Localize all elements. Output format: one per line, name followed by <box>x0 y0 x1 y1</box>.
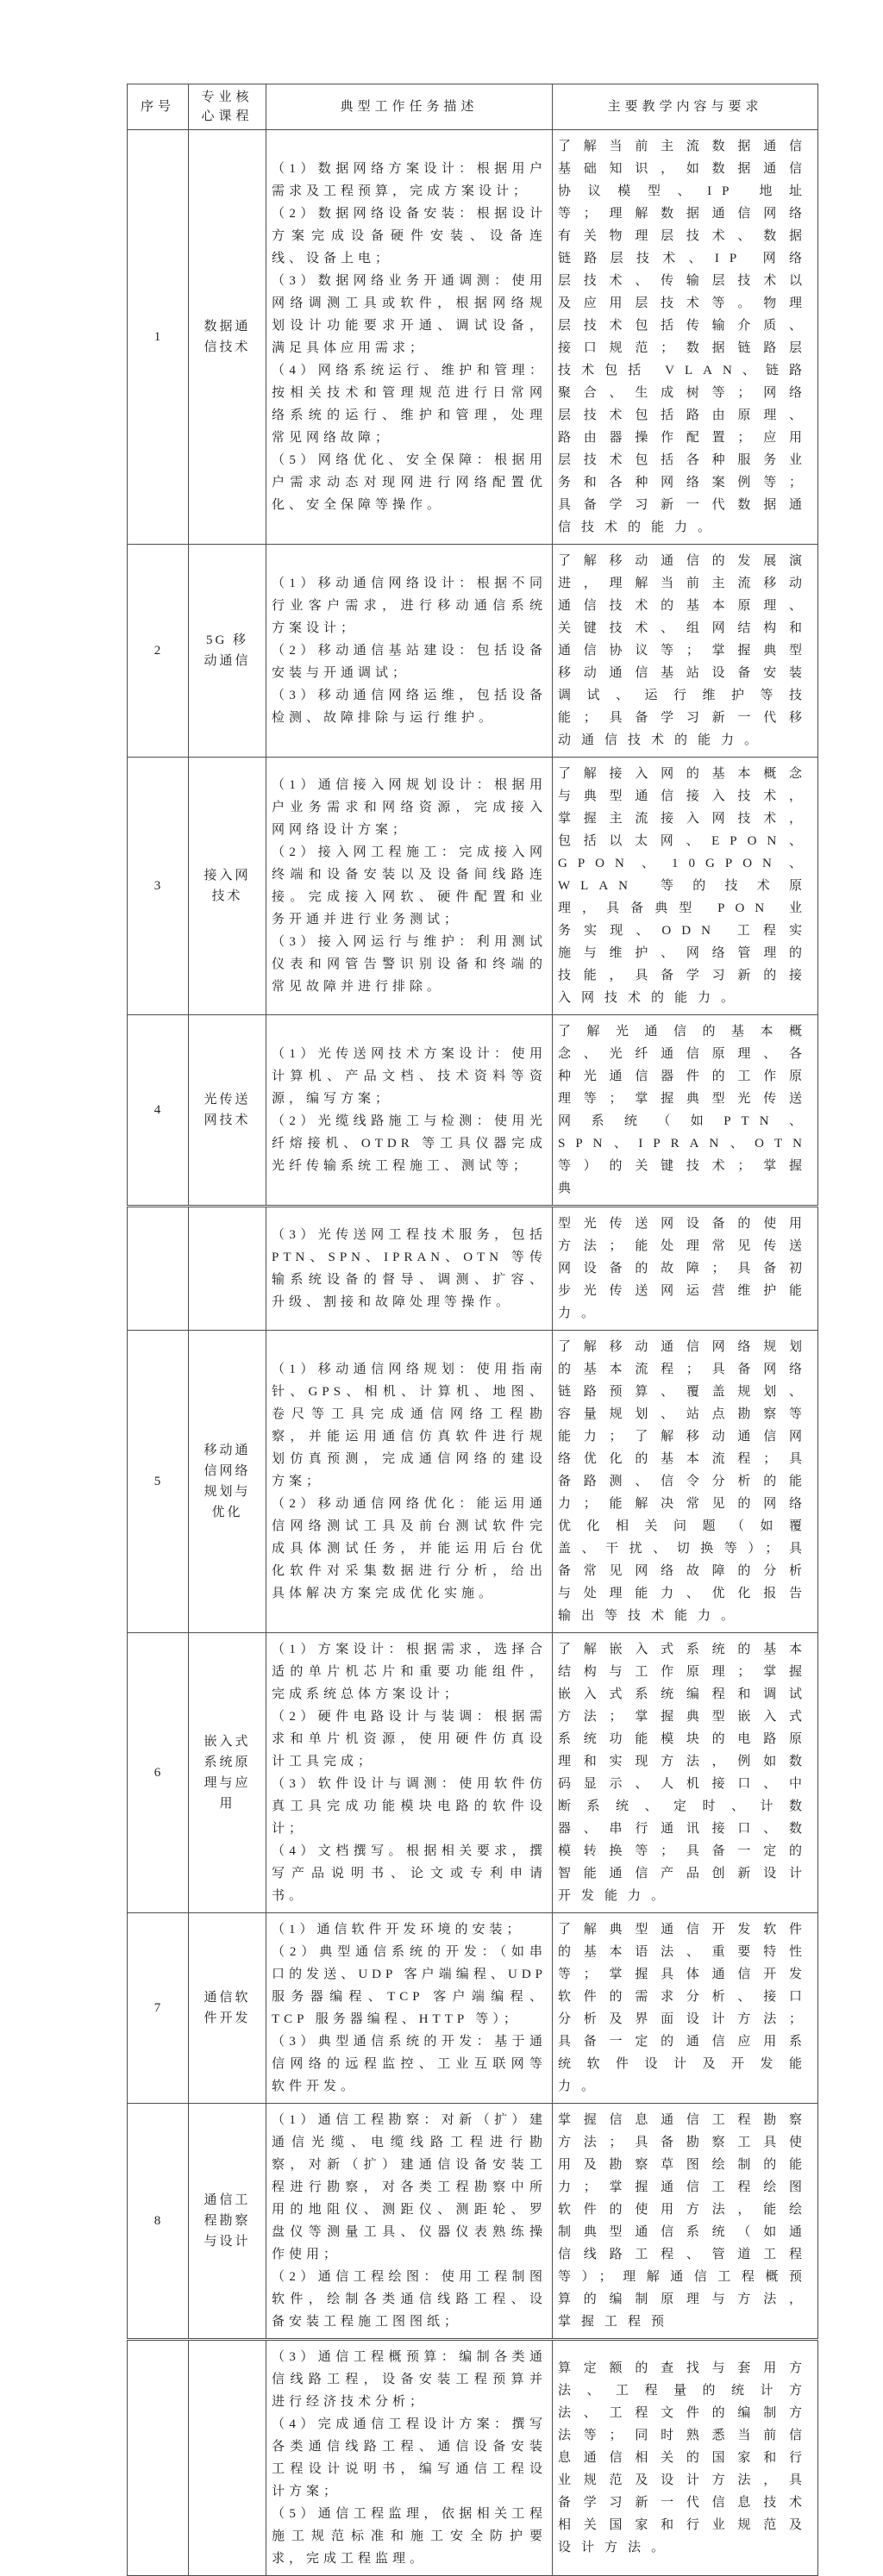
teaching-content: 了解接入网的基本概念与典型通信接入技术，掌握主流接入网技术，包括以太网、EPON、GPON、10GPON、WLAN 等的技术原理，具备典型 PON 业务实现、ODN 工程实施与维护、网络管理的技能，具备学习新的接入网技术的能力。 <box>553 758 818 1015</box>
course-name: 接入网技术 <box>189 758 266 1015</box>
row-number <box>128 1207 189 1331</box>
course-name <box>189 2340 266 2576</box>
teaching-content: 了解光通信的基本概念、光纤通信原理、各种光通信器件的工作原理等；掌握典型光传送网系统（如PTN、SPN、IPRAN、OTN等）的关键技术；掌握典 <box>553 1015 818 1207</box>
course-name: 光传送网技术 <box>189 1015 266 1207</box>
teaching-content: 掌握信息通信工程勘察方法；具备勘察工具使用及勘察草图绘制的能力；掌握通信工程绘图软件的使用方法，能绘制典型通信系统（如通信线路工程、管道工程等）；理解通信工程概预算的编制原理与方法，掌握工程预 <box>553 2104 818 2340</box>
row-number: 1 <box>128 130 189 545</box>
header-core-course: 专业核心课程 <box>189 84 266 130</box>
header-teaching-content: 主要教学内容与要求 <box>553 84 818 130</box>
table-row <box>128 758 818 1015</box>
row-number: 6 <box>128 1633 189 1913</box>
row-number: 8 <box>128 2104 189 2340</box>
table-row-continuation <box>128 2340 818 2576</box>
table-row <box>128 2104 818 2340</box>
task-description: （1）移动通信网络规划：使用指南针、GPS、相机、计算机、地图、卷尺等工具完成通信网络工程勘察，并能运用通信仿真软件进行规划仿真预测，完成通信网络的建设方案； （2）移动通信网络优化：能运用通信网络测试工具及前台测试软件完成具体测试任务，并能运用后台优化软件对采集数据进行分析，给出具体解决方案完成优化实施。 <box>266 1331 553 1633</box>
row-number: 5 <box>128 1331 189 1633</box>
table-row <box>128 1015 818 1207</box>
teaching-content: 了解移动通信网络规划的基本流程；具备网络链路预算、覆盖规划、容量规划、站点勘察等能力；了解移动通信网络优化的基本流程；具备路测、信令分析的能力；能解决常见的网络优化相关问题（如覆盖、干扰、切换等）；具备常见网络故障的分析与处理能力、优化报告输出等技术能力。 <box>553 1331 818 1633</box>
course-name: 数据通信技术 <box>189 130 266 545</box>
task-description: （1）通信接入网规划设计：根据用户业务需求和网络资源，完成接入网网络设计方案； （2）接入网工程施工：完成接入网终端和设备安装以及设备间线路连接。完成接入网软、硬件配置和业务开通并进行业务测试； （3）接入网运行与维护：利用测试仪表和网管告警识别设备和终端的常见故障并进行排除。 <box>266 758 553 1015</box>
table-row <box>128 130 818 545</box>
row-number: 7 <box>128 1913 189 2104</box>
teaching-content: 了解嵌入式系统的基本结构与工作原理；掌握嵌入式系统编程和调试方法；掌握典型嵌入式系统功能模块的电路原理和实现方法，例如数码显示、人机接口、中断系统、定时、计数器、串行通讯接口、数模转换等；具备一定的智能通信产品创新设计开发能力。 <box>553 1633 818 1913</box>
task-description: （1）移动通信网络设计：根据不同行业客户需求，进行移动通信系统方案设计； （2）移动通信基站建设：包括设备安装与开通调试； （3）移动通信网络运维，包括设备检测、故障排除与运行维护。 <box>266 545 553 758</box>
table-row <box>128 1633 818 1913</box>
course-name: 通信工程勘察与设计 <box>189 2104 266 2340</box>
course-name: 嵌入式系统原理与应用 <box>189 1633 266 1913</box>
teaching-content: 型光传送网设备的使用方法；能处理常见传送网设备的故障；具备初步光传送网运营维护能力。 <box>553 1207 818 1331</box>
task-description: （3）光传送网工程技术服务，包括PTN、SPN、IPRAN、OTN 等传输系统设备的督导、调测、扩容、升级、割接和故障处理等操作。 <box>266 1207 553 1331</box>
header-serial-number: 序号 <box>128 84 189 130</box>
teaching-content: 了解当前主流数据通信基础知识，如数据通信协议模型、IP 地址等；理解数据通信网络有关物理层技术、数据链路层技术、IP 网络层技术、传输层技术以及应用层技术等。物理层技术包括传输介质、接口规范；数据链路层技术包括 VLAN、链路聚合、生成树等；网络层技术包括路由原理、路由器操作配置；应用层技术包括各种服务业务和各种网络案例等；具备学习新一代数据通信技术的能力。 <box>553 130 818 545</box>
task-description: （1）通信工程勘察：对新（扩）建通信光缆、电缆线路工程进行勘察，对新（扩）建通信设备安装工程进行勘察，对各类工程勘察中所用的地阻仪、测距仪、测距轮、罗盘仪等测量工具、仪器仪表熟练操作使用； （2）通信工程绘图：使用工程制图软件，绘制各类通信线路工程、设备安装工程施工图图纸； <box>266 2104 553 2340</box>
teaching-content: 了解移动通信的发展演进，理解当前主流移动通信技术的基本原理、关键技术、组网结构和通信协议等；掌握典型移动通信基站设备安装调试、运行维护等技能；具备学习新一代移动通信技术的能力。 <box>553 545 818 758</box>
table-row-continuation <box>128 1207 818 1331</box>
row-number: 3 <box>128 758 189 1015</box>
row-number <box>128 2340 189 2576</box>
course-name: 移动通信网络规划与优化 <box>189 1331 266 1633</box>
table-row <box>128 1331 818 1633</box>
table-row <box>128 545 818 758</box>
header-task-description: 典型工作任务描述 <box>266 84 553 130</box>
row-number: 2 <box>128 545 189 758</box>
course-name <box>189 1207 266 1331</box>
task-description: （1）光传送网技术方案设计：使用计算机、产品文档、技术资料等资源，编写方案； （2）光缆线路施工与检测：使用光纤熔接机、OTDR 等工具仪器完成光纤传输系统工程施工、测试等； <box>266 1015 553 1207</box>
table-header-row <box>128 84 818 130</box>
course-name: 5G 移动通信 <box>189 545 266 758</box>
teaching-content: 算定额的查找与套用方法、工程量的统计方法、工程文件的编制方法等；同时熟悉当前信息通信相关的国家和行业规范及设计方法，具备学习新一代信息技术相关国家和行业规范及设计方法。 <box>553 2340 818 2576</box>
core-courses-table <box>127 84 818 2576</box>
task-description: （1）数据网络方案设计：根据用户需求及工程预算，完成方案设计； （2）数据网络设备安装：根据设计方案完成设备硬件安装、设备连线、设备上电； （3）数据网络业务开通调测：使用网络调测工具或软件，根据网络规划设计功能要求开通、调试设备，满足具体应用需求； （4）网络系统运行、维护和管理：按相关技术和管理规范进行日常网络系统的运行、维护和管理，处理常见网络故障； （5）网络优化、安全保障：根据用户需求动态对现网进行网络配置优化、安全保障等操作。 <box>266 130 553 545</box>
task-description: （1）方案设计：根据需求，选择合适的单片机芯片和重要功能组件，完成系统总体方案设计； （2）硬件电路设计与装调：根据需求和单片机资源，使用硬件仿真设计工具完成； （3）软件设计与调测：使用软件仿真工具完成功能模块电路的软件设计； （4）文档撰写。根据相关要求，撰写产品说明书、论文或专利申请书。 <box>266 1633 553 1913</box>
row-number: 4 <box>128 1015 189 1207</box>
task-description: （3）通信工程概预算：编制各类通信线路工程，设备安装工程预算并进行经济技术分析； （4）完成通信工程设计方案：撰写各类通信线路工程、通信设备安装工程设计说明书，编写通信工程设计方案； （5）通信工程监理，依据相关工程施工规范标准和施工安全防护要求，完成工程监理。 <box>266 2340 553 2576</box>
course-name: 通信软件开发 <box>189 1913 266 2104</box>
task-description: （1）通信软件开发环境的安装； （2）典型通信系统的开发：（如串口的发送、UDP 客户端编程、UDP 服务器编程、TCP 客户端编程、 TCP 服务器编程、HTTP 等）； （3）典型通信系统的开发：基于通信网络的远程监控、工业互联网等软件开发。 <box>266 1913 553 2104</box>
teaching-content: 了解典型通信开发软件的基本语法、重要特性等；掌握具体通信开发软件的需求分析、接口分析及界面设计方法；具备一定的通信应用系统软件设计及开发能力。 <box>553 1913 818 2104</box>
table-row <box>128 1913 818 2104</box>
